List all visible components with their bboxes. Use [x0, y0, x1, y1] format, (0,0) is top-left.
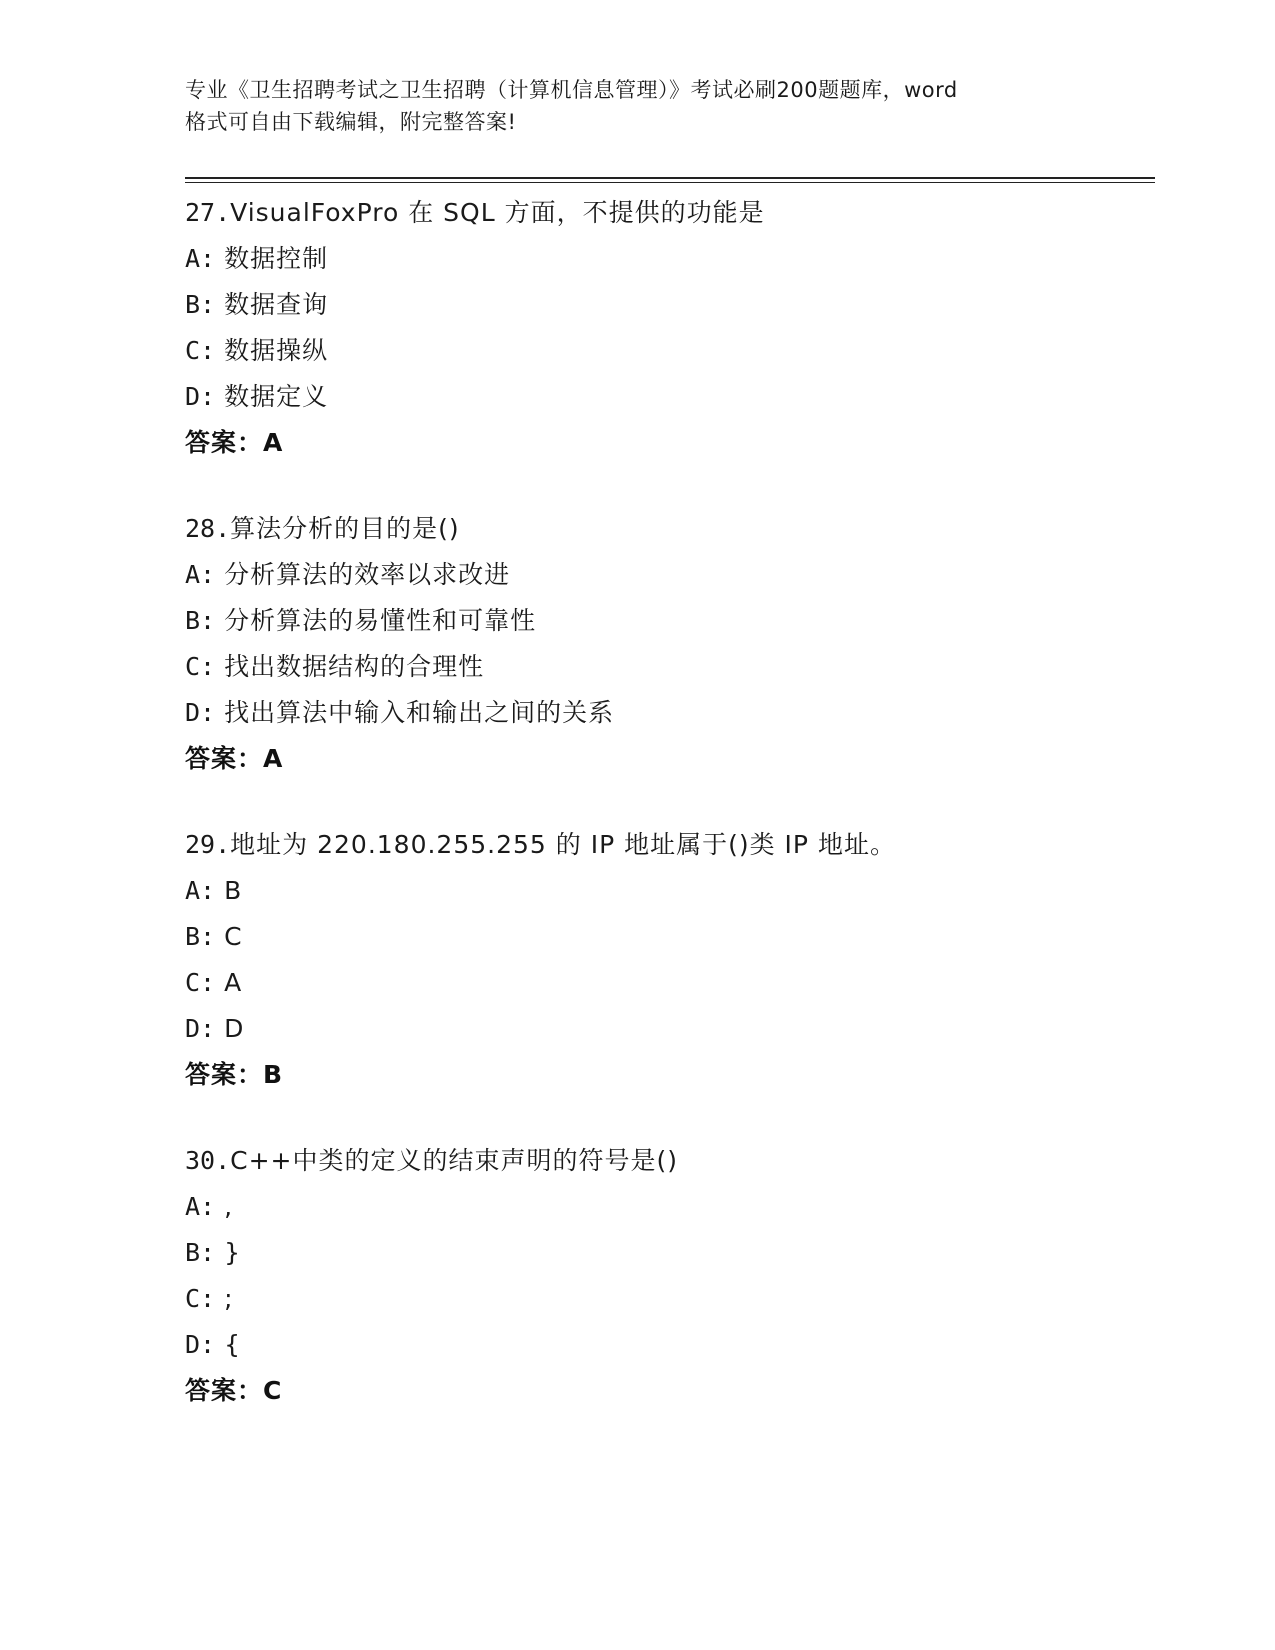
- option-letter: D:: [185, 698, 216, 727]
- option-text: A: [224, 968, 243, 997]
- option-text: 找出算法中输入和输出之间的关系: [224, 698, 615, 727]
- option-letter: A:: [185, 1192, 216, 1221]
- option-text: }: [224, 1238, 241, 1267]
- answer-label: 答案：: [185, 1060, 264, 1089]
- question-text: [185, 1138, 1155, 1184]
- question-text: [185, 506, 1155, 552]
- answer-label: 答案：: [185, 1376, 264, 1405]
- document-header: [185, 74, 1085, 138]
- question-number: 29.: [185, 830, 231, 859]
- header-divider: [185, 177, 1155, 183]
- option-b: [185, 598, 1155, 644]
- option-letter: A:: [185, 560, 216, 589]
- option-c: [185, 644, 1155, 690]
- option-letter: C:: [185, 336, 216, 365]
- option-letter: B:: [185, 922, 216, 951]
- option-letter: C:: [185, 652, 216, 681]
- option-letter: B:: [185, 1238, 216, 1267]
- answer-line: [185, 420, 1155, 466]
- option-a: [185, 868, 1155, 914]
- question-text: [185, 822, 1155, 868]
- question-body: 地址为 220.180.255.255 的 IP 地址属于()类 IP 地址。: [230, 830, 896, 859]
- answer-value: C: [263, 1376, 283, 1405]
- question-number: 27.: [185, 198, 231, 227]
- answer-value: A: [263, 744, 284, 773]
- question-body: C++中类的定义的结束声明的符号是(): [230, 1146, 679, 1175]
- question-body: 算法分析的目的是(): [230, 514, 460, 543]
- option-letter: D:: [185, 382, 216, 411]
- header-title-line-2: 格式可自由下载编辑，附完整答案!: [185, 110, 517, 134]
- option-text: 数据控制: [224, 244, 329, 273]
- option-d: [185, 374, 1155, 420]
- question-list: [185, 190, 1155, 1454]
- option-text: 分析算法的易懂性和可靠性: [224, 606, 537, 635]
- option-letter: B:: [185, 290, 216, 319]
- option-letter: C:: [185, 968, 216, 997]
- option-letter: A:: [185, 876, 216, 905]
- document-page: [185, 0, 1155, 1650]
- question-28: [185, 506, 1155, 782]
- question-number: 28.: [185, 514, 231, 543]
- question-number: 30.: [185, 1146, 231, 1175]
- option-b: [185, 914, 1155, 960]
- option-b: [185, 282, 1155, 328]
- option-letter: D:: [185, 1330, 216, 1359]
- answer-line: [185, 736, 1155, 782]
- answer-line: [185, 1368, 1155, 1414]
- option-text: B: [224, 876, 243, 905]
- answer-label: 答案：: [185, 428, 264, 457]
- question-27: [185, 190, 1155, 466]
- option-letter: C:: [185, 1284, 216, 1313]
- question-29: [185, 822, 1155, 1098]
- option-text: 数据操纵: [224, 336, 329, 365]
- question-30: [185, 1138, 1155, 1414]
- answer-label: 答案：: [185, 744, 264, 773]
- option-letter: D:: [185, 1014, 216, 1043]
- question-text: [185, 190, 1155, 236]
- option-letter: A:: [185, 244, 216, 273]
- option-d: [185, 690, 1155, 736]
- option-text: 找出数据结构的合理性: [224, 652, 485, 681]
- option-text: {: [224, 1330, 241, 1359]
- option-text: 分析算法的效率以求改进: [224, 560, 511, 589]
- option-a: [185, 552, 1155, 598]
- option-text: ,: [224, 1192, 234, 1221]
- answer-value: B: [263, 1060, 284, 1089]
- option-a: [185, 236, 1155, 282]
- option-d: [185, 1322, 1155, 1368]
- option-text: 数据查询: [224, 290, 329, 319]
- option-text: 数据定义: [224, 382, 329, 411]
- answer-line: [185, 1052, 1155, 1098]
- option-text: D: [224, 1014, 245, 1043]
- option-b: [185, 1230, 1155, 1276]
- option-letter: B:: [185, 606, 216, 635]
- option-text: C: [224, 922, 243, 951]
- answer-value: A: [263, 428, 284, 457]
- option-a: [185, 1184, 1155, 1230]
- question-body: VisualFoxPro 在 SQL 方面，不提供的功能是: [230, 198, 765, 227]
- header-title-line-1: 专业《卫生招聘考试之卫生招聘（计算机信息管理）》考试必刷200题题库，word: [185, 78, 958, 102]
- option-c: [185, 328, 1155, 374]
- option-text: ;: [224, 1284, 234, 1313]
- option-c: [185, 960, 1155, 1006]
- option-c: [185, 1276, 1155, 1322]
- option-d: [185, 1006, 1155, 1052]
